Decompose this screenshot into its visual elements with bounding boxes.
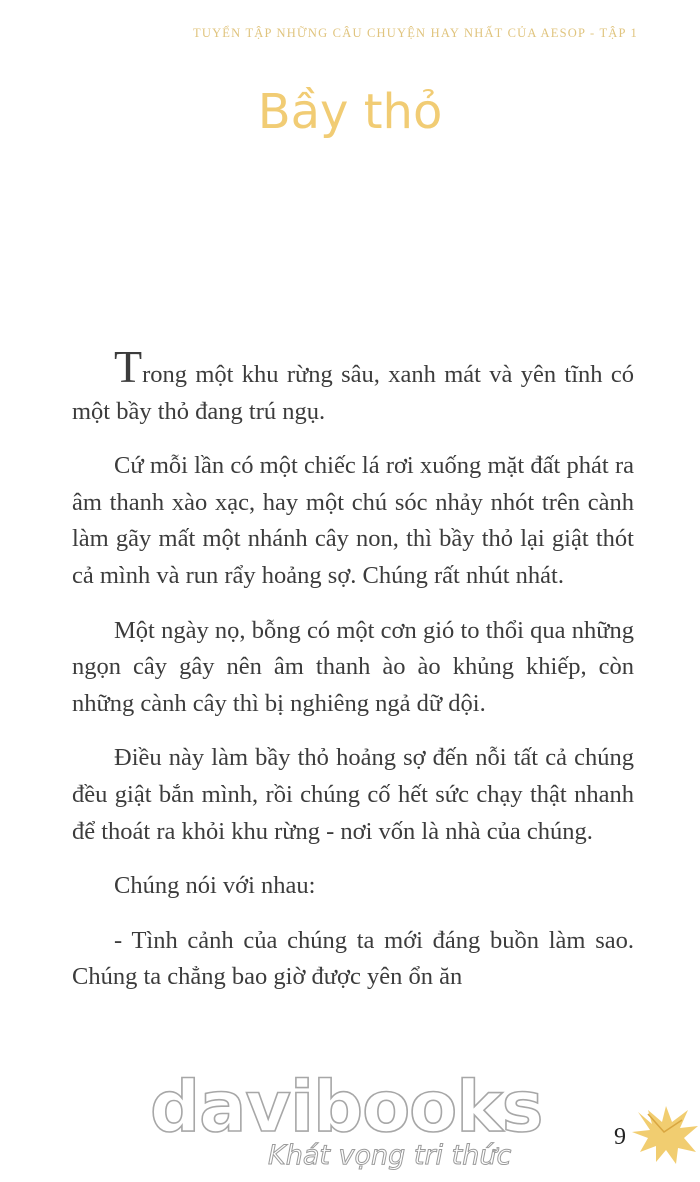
paragraph: Một ngày nọ, bỗng có một cơn gió to thổi qua những ngọn cây gây nên âm thanh ào ào khủng khiếp, còn những cành cây thì bị nghiêng ngả dữ dội. [72,616,634,717]
page-number: 9 [614,1124,626,1150]
watermark-slogan: Khát vọng tri thức [268,1140,512,1171]
paragraph [72,341,634,430]
paragraph: - Tình cảnh của chúng ta mới đáng buồn làm sao. Chúng ta chẳng bao giờ được yên ổn ăn [72,926,634,991]
paragraph: Điều này làm bầy thỏ hoảng sợ đến nỗi tất cả chúng đều giật bắn mình, rồi chúng cố hết sức chạy thật nhanh để thoát ra khỏi khu rừng - nơi vốn là nhà của chúng. [72,744,634,845]
story-text [72,341,634,1014]
chapter-title: Bầy thỏ [257,84,443,140]
watermark-logo: davibooks [150,1066,543,1148]
paragraph: Chúng nói với nhau: [114,872,316,900]
paragraph: Cứ mỗi lần có một chiếc lá rơi xuống mặt đất phát ra âm thanh xào xạc, hay một chú sóc nhảy nhót trên cành làm gãy mất một nhánh cây non, thì bầy thỏ lại giật thót cả mình và run rẩy hoảng sợ. Chúng rất nhút nhát. [72,452,634,589]
drop-cap: T [114,341,143,392]
running-header: TUYỂN TẬP NHỮNG CÂU CHUYỆN HAY NHẤT CỦA AESOP - TẬP 1 [193,26,638,40]
leaf-ornament-icon [628,1102,700,1166]
watermark [150,1066,570,1182]
paragraph-text: rong một khu rừng sâu, xanh mát và yên tĩnh có một bầy thỏ đang trú ngụ. [72,361,634,425]
